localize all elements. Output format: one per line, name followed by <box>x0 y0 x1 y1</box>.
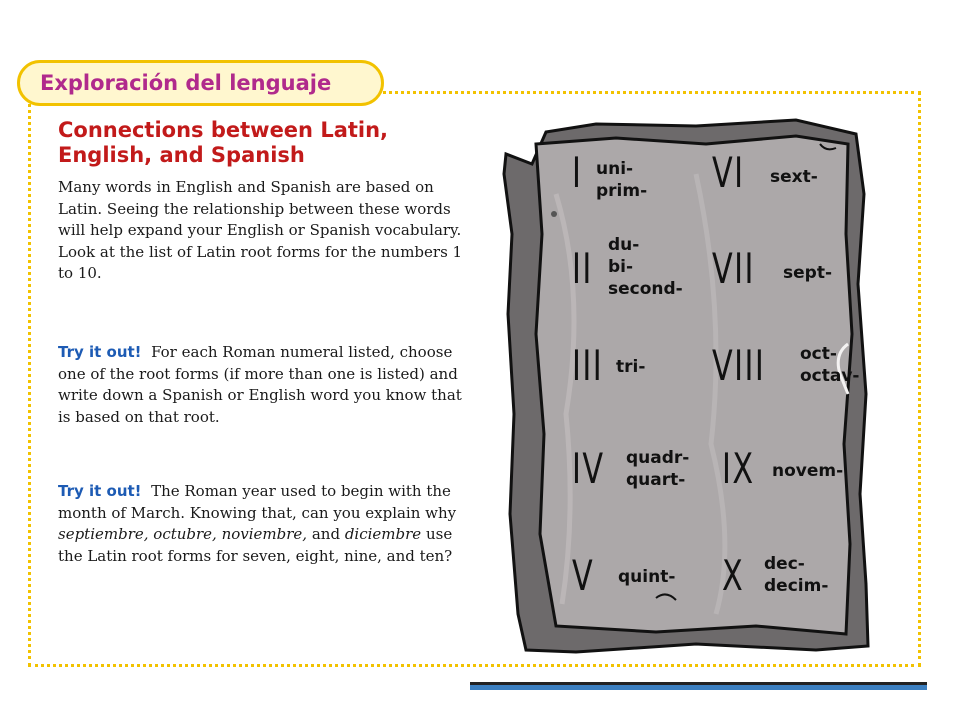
activity-1-lead: Try it out! <box>58 343 142 361</box>
activity-2-months: septiembre, octubre, noviembre, <box>58 525 308 543</box>
section-tab: Exploración del lenguaje <box>17 60 384 106</box>
intro-paragraph: Many words in English and Spanish are based on Latin. Seeing the relationship between these words will help expand your English or Spanish vocabulary. Look at the list of Latin root forms for the numbers 1 to 10. <box>58 178 463 282</box>
activity-2-text-before: The Roman year used to begin with the month of March. Knowing that, can you explain why <box>58 482 457 522</box>
latin-root-forms: du- bi- second- <box>608 235 683 299</box>
latin-root-forms: dec- decim- <box>764 554 829 596</box>
latin-root-forms: quint- <box>618 567 676 587</box>
roman-numeral: VI <box>712 148 745 197</box>
roman-numeral: II <box>572 244 593 293</box>
activity-1 <box>58 342 473 428</box>
roman-numeral: IV <box>572 444 605 493</box>
section-heading: Connections between Latin, English, and Spanish <box>58 118 389 167</box>
activity-2 <box>58 481 473 567</box>
roman-numeral: VII <box>712 244 755 293</box>
roman-numeral: I <box>572 148 583 197</box>
bottom-rule <box>470 685 927 690</box>
latin-root-forms: sext- <box>770 167 818 187</box>
latin-root-forms: quadr- quart- <box>626 448 690 490</box>
latin-root-forms: novem- <box>772 461 844 481</box>
latin-root-forms: uni- prim- <box>596 159 648 201</box>
activity-2-and: and <box>307 525 345 543</box>
activity-2-diciembre: diciembre <box>344 525 422 543</box>
activity-2-text-after: use the Latin root forms for seven, eight, nine, and ten? <box>58 525 453 565</box>
latin-root-forms: sept- <box>783 263 832 283</box>
roman-numeral: IX <box>722 444 755 493</box>
roman-numeral: VIII <box>712 341 766 390</box>
roman-numeral: III <box>572 341 604 390</box>
activity-1-text: For each Roman numeral listed, choose one of the root forms (if more than one is listed) and write down a Spanish or English word you know that is based on that root. <box>58 343 462 426</box>
latin-root-forms: oct- octav- <box>800 344 860 386</box>
latin-root-forms: tri- <box>616 357 646 377</box>
roman-numeral: V <box>572 551 595 600</box>
roman-numeral: X <box>722 551 745 600</box>
activity-2-lead: Try it out! <box>58 482 142 500</box>
